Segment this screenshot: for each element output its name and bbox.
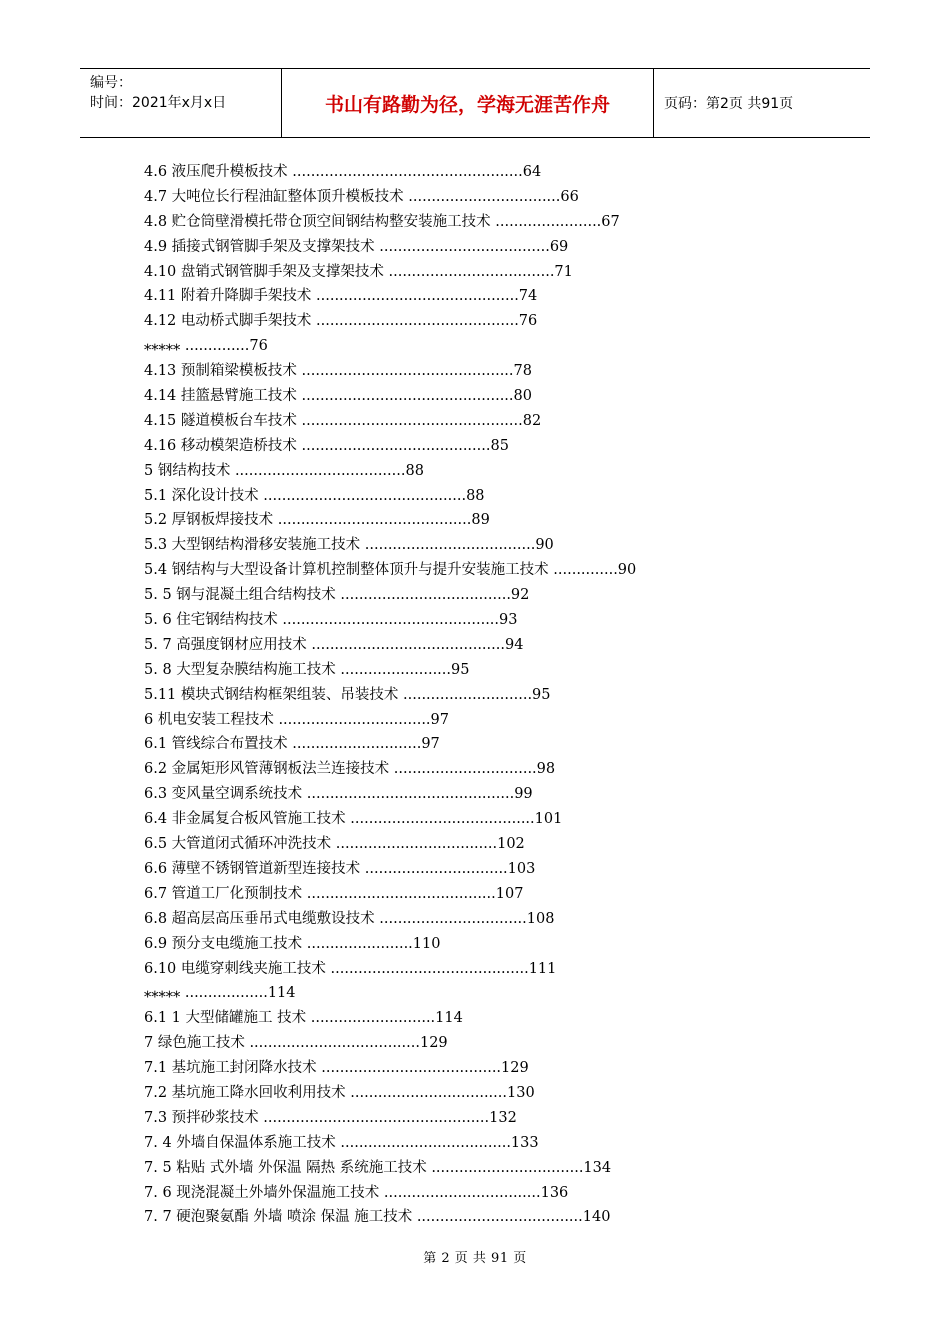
toc-entry: 6 机电安装工程技术 .................................97 (144, 711, 449, 728)
toc-entry: ⁎⁎⁎⁎⁎ ..............76 (144, 338, 268, 355)
date-label: 时间：2021年x月x日 (90, 95, 227, 111)
toc-entry: 7. 7 硬泡聚氨酯 外墙 喷涂 保温 施工技术 ....................................140 (144, 1209, 611, 1226)
toc-entry: 6.1 管线综合布置技术 ............................97 (144, 736, 440, 753)
toc-entry: 6.4 非金属复合板风管施工技术 ........................................101 (144, 811, 563, 828)
header-page-info: 页码：第2页 共91页 (664, 96, 794, 112)
toc-entry: 6.8 超高层高压垂吊式电缆敷设技术 ................................108 (144, 910, 555, 927)
toc-entry: 4.15 隧道模板台车技术 ................................................82 (144, 412, 542, 429)
toc-entry: 4.11 附着升降脚手架技术 ............................................74 (144, 288, 538, 305)
toc-entry: 7.3 预拌砂浆技术 .................................................132 (144, 1109, 517, 1126)
toc-entry: 4.9 插接式钢管脚手架及支撑架技术 .....................................69 (144, 238, 569, 255)
toc-entry: 6.6 薄壁不锈钢管道新型连接技术 ...............................103 (144, 860, 536, 877)
toc-entry: 4.10 盘销式钢管脚手架及支撑架技术 ....................................71 (144, 263, 573, 280)
toc-entry: 7.1 基坑施工封闭降水技术 .......................................129 (144, 1060, 529, 1077)
toc-entry: 5.11 模块式钢结构框架组装、吊装技术 ............................95 (144, 686, 551, 703)
toc-entry: 5.1 深化设计技术 ............................................88 (144, 487, 485, 504)
page-footer: 第 2 页 共 91 页 (423, 1251, 527, 1266)
header-meta (80, 69, 282, 137)
toc-entry: 5.4 钢结构与大型设备计算机控制整体顶升与提升安装施工技术 ..............90 (144, 562, 637, 579)
toc-entry: 7.2 基坑施工降水回收利用技术 ..................................130 (144, 1084, 535, 1101)
toc-entry: 7. 4 外墙自保温体系施工技术 .....................................133 (144, 1134, 539, 1151)
toc-entry: 4.8 贮仓筒壁滑模托带仓顶空间钢结构整安装施工技术 .......................67 (144, 213, 620, 230)
toc-entry: 6.1 1 大型储罐施工 技术 ...........................114 (144, 1010, 463, 1027)
serial-label: 编号： (90, 75, 132, 91)
toc-entry: 5. 6 住宅钢结构技术 ...............................................93 (144, 612, 518, 629)
toc-entry: 5. 8 大型复杂膜结构施工技术 ........................95 (144, 661, 470, 678)
toc-entry: 6.9 预分支电缆施工技术 .......................110 (144, 935, 441, 952)
toc-entry: 4.13 预制箱梁模板技术 ..............................................78 (144, 363, 532, 380)
toc-entry: 5. 7 高强度钢材应用技术 ..........................................94 (144, 636, 524, 653)
toc-entry: 4.6 液压爬升模板技术 ..................................................64 (144, 164, 542, 180)
toc-entry: 7. 6 现浇混凝土外墙外保温施工技术 ..................................136 (144, 1184, 569, 1201)
toc-entry: 6.7 管道工厂化预制技术 .........................................107 (144, 885, 524, 902)
toc-entry: 4.12 电动桥式脚手架技术 ............................................76 (144, 313, 538, 330)
toc-entry: 5. 5 钢与混凝土组合结构技术 .....................................92 (144, 587, 530, 604)
table-of-contents (144, 160, 844, 1230)
toc-entry: 4.7 大吨位长行程油缸整体顶升模板技术 .................................66 (144, 188, 579, 205)
toc-entry: 5 钢结构技术 .....................................88 (144, 462, 424, 479)
page-header (80, 68, 870, 138)
toc-entry: 4.16 移动模架造桥技术 .........................................85 (144, 437, 509, 454)
toc-entry: 6.2 金属矩形风管薄钢板法兰连接技术 ...............................98 (144, 761, 556, 778)
toc-entry: ⁎⁎⁎⁎⁎ ..................114 (144, 985, 296, 1002)
toc-entry: 4.14 挂篮悬臂施工技术 ..............................................80 (144, 388, 532, 405)
header-motto: 书山有路勤为径，学海无涯苦作舟 (282, 69, 654, 137)
toc-entry: 6.10 电缆穿刺线夹施工技术 ...........................................111 (144, 960, 557, 977)
toc-entry: 6.5 大管道闭式循环冲洗技术 ...................................102 (144, 836, 525, 853)
toc-entry: 5.2 厚钢板焊接技术 ..........................................89 (144, 512, 490, 529)
toc-entry: 5.3 大型钢结构滑移安装施工技术 .....................................90 (144, 537, 554, 554)
toc-entry: 7. 5 粘贴 式外墙 外保温 隔热 系统施工技术 .................................134 (144, 1159, 612, 1176)
toc-entry: 6.3 变风量空调系统技术 .............................................99 (144, 786, 533, 803)
toc-entry: 7 绿色施工技术 .....................................129 (144, 1035, 448, 1052)
